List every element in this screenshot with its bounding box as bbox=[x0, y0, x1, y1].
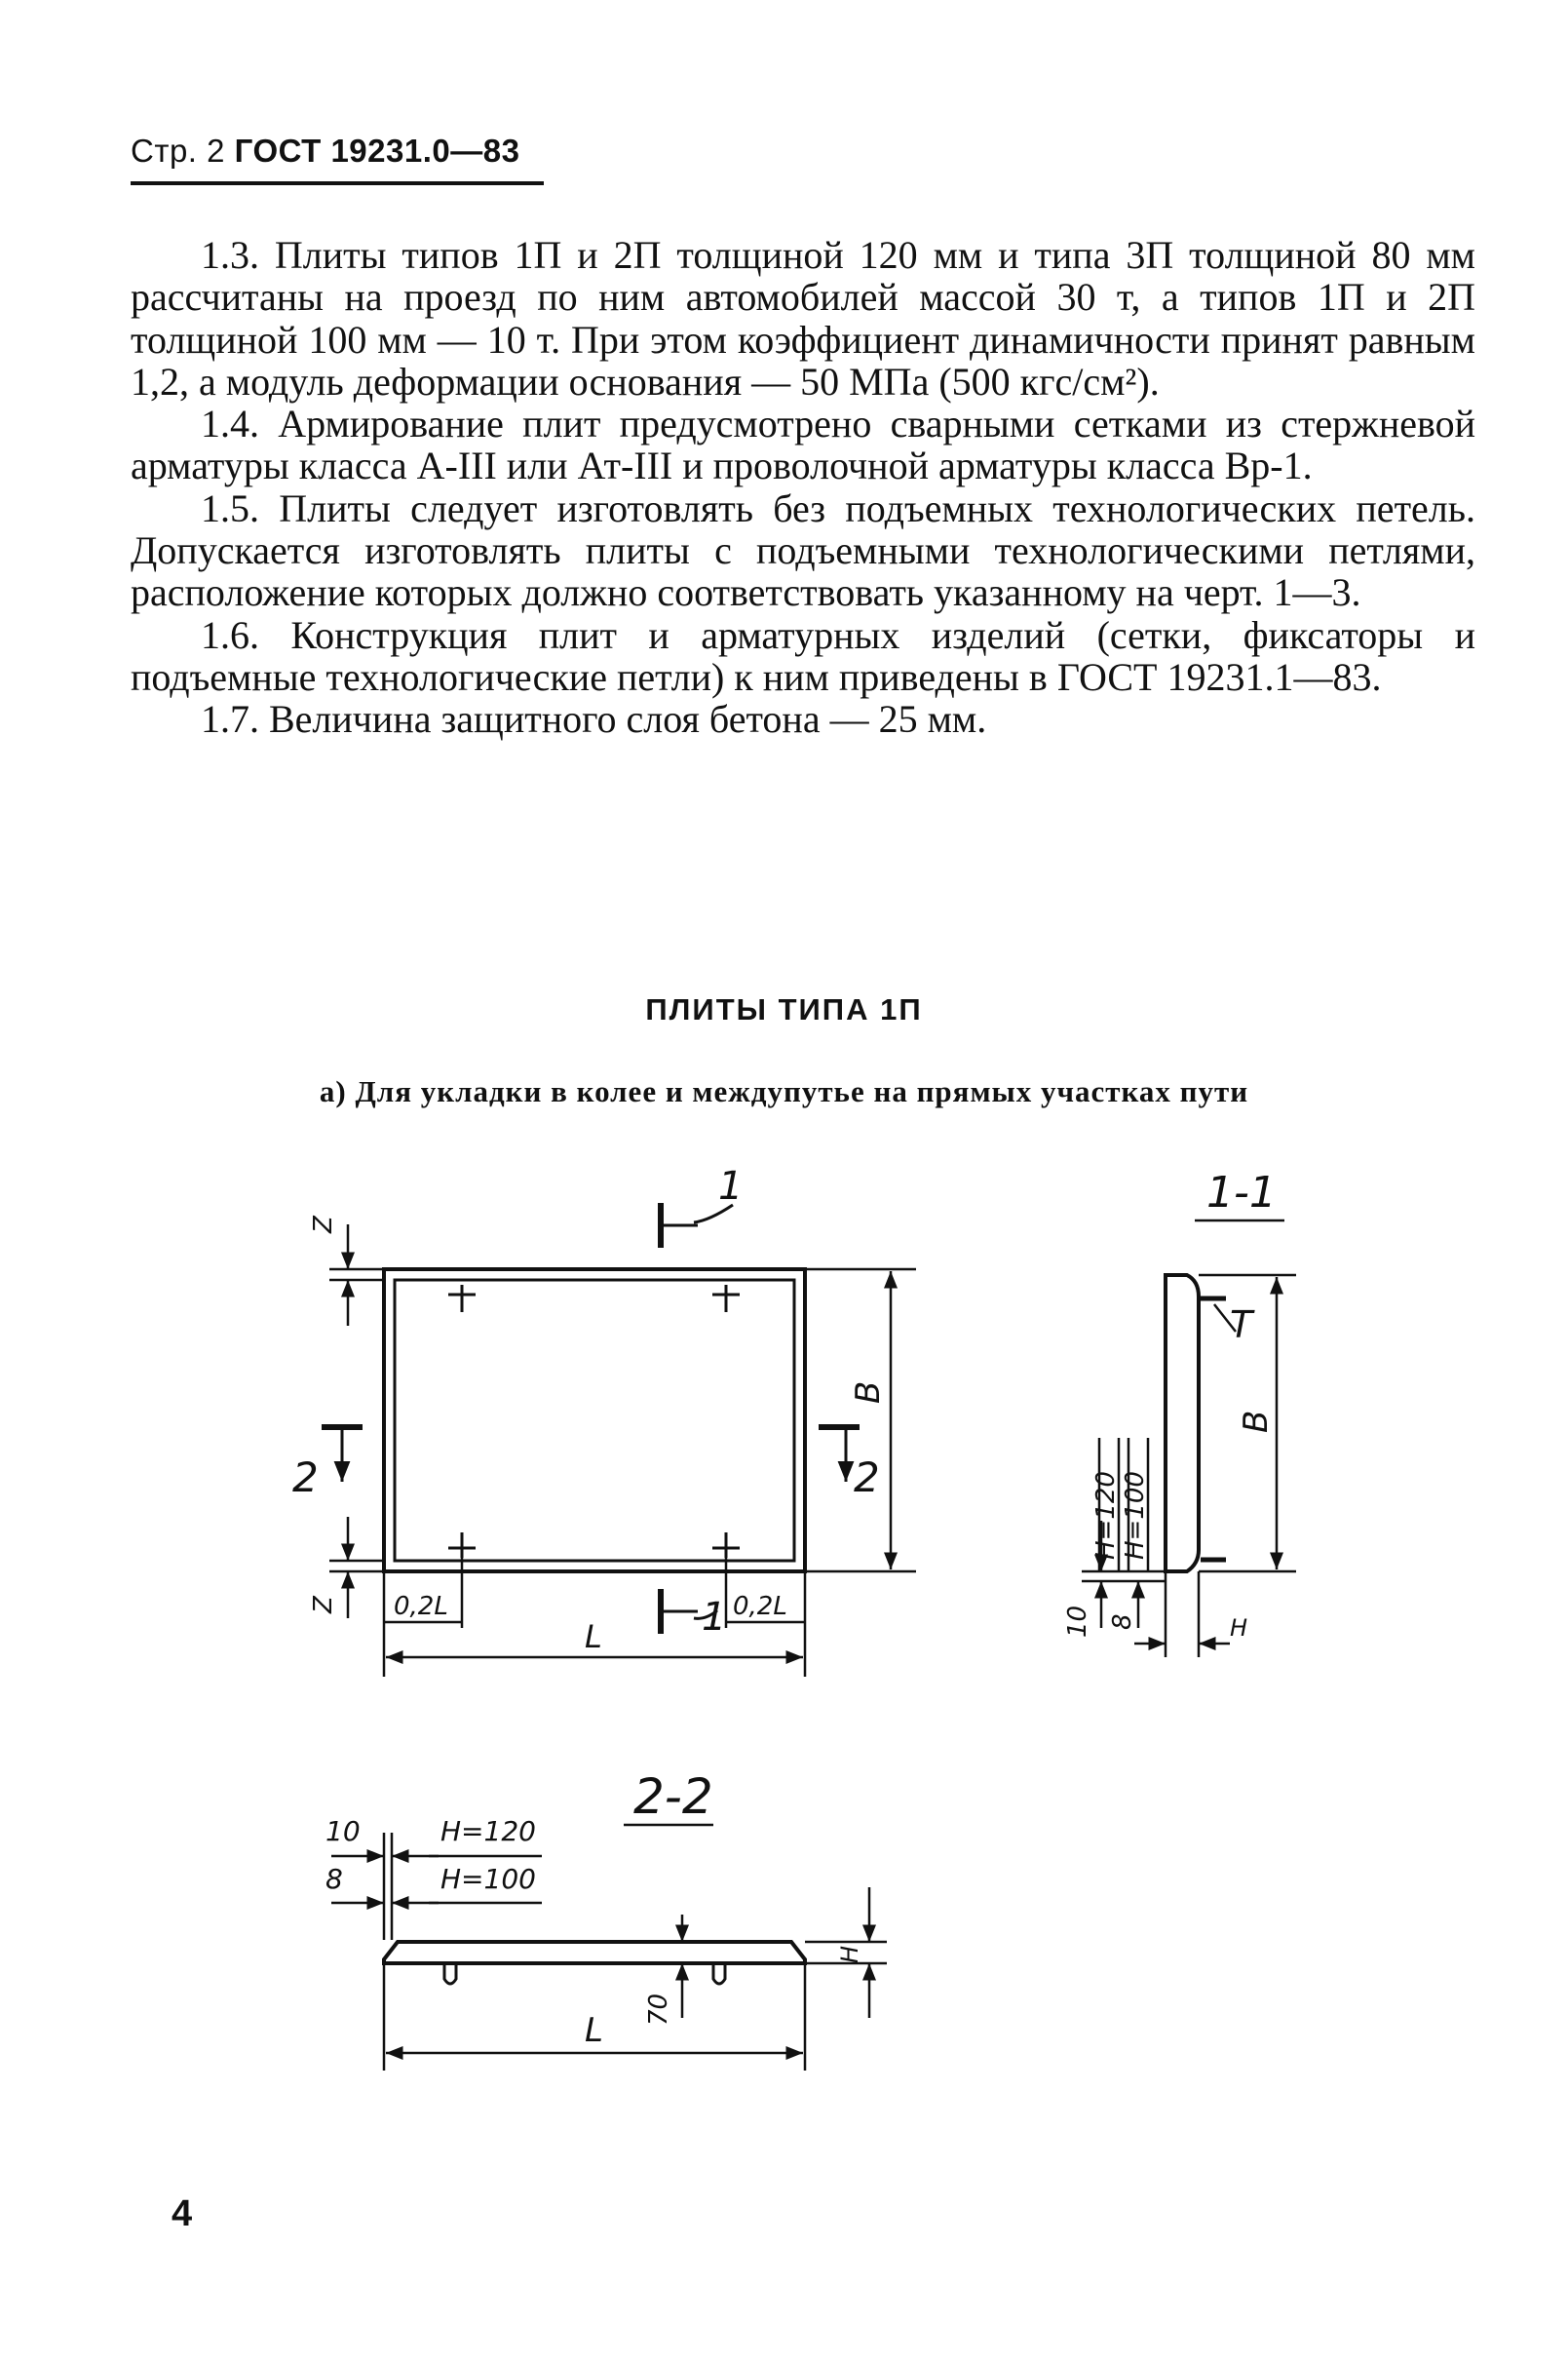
section-heading: ПЛИТЫ ТИПА 1П bbox=[645, 992, 923, 1026]
section-2-2-profile bbox=[384, 1942, 805, 1963]
section-1-1-title: 1-1 bbox=[1206, 1168, 1277, 1218]
dim-t-label: T bbox=[1230, 1303, 1253, 1346]
loop-right bbox=[713, 1963, 725, 1984]
dim-z-bottom-label: Z bbox=[309, 1596, 338, 1613]
standard-number: ГОСТ 19231.0—83 bbox=[234, 133, 520, 169]
paragraph-1-4: 1.4. Армирование плит предусмотрено сварными сетками из стержневой арматуры класса А-III или Ат-III и проволочной арматуры класса Вр-1. bbox=[131, 402, 1475, 488]
cut-2-label-left: 2 bbox=[292, 1453, 319, 1501]
dim-l-label: L bbox=[585, 1618, 602, 1655]
dim-10-label: 10 bbox=[1063, 1605, 1092, 1638]
dim-h-horizontal bbox=[1134, 1571, 1230, 1657]
dim-h120-2-label: H=120 bbox=[440, 1815, 536, 1847]
figure-subheading: а) Для укладки в колее и междупутье на прямых участках пути bbox=[319, 1074, 1249, 1108]
dim-h-2-2-label: H bbox=[836, 1945, 863, 1963]
cut-1-label-bottom: 1 bbox=[702, 1595, 727, 1640]
dim-z-left bbox=[329, 1224, 384, 1618]
dim-10-2-label: 10 bbox=[325, 1815, 361, 1847]
dim-b-plan bbox=[805, 1269, 916, 1571]
page-reference: Стр. 2 bbox=[131, 133, 225, 169]
dim-l-2-2-label: L bbox=[585, 2011, 603, 2050]
section-2-2 bbox=[325, 1768, 887, 2071]
page-number: 4 bbox=[172, 2193, 193, 2234]
plan-view bbox=[292, 1164, 916, 1677]
paragraph-1-7: 1.7. Величина защитного слоя бетона — 25 мм. bbox=[201, 697, 987, 742]
dim-02l-left-label: 0,2L bbox=[394, 1592, 448, 1621]
paragraph-1-3: 1.3. Плиты типов 1П и 2П толщиной 120 мм и типа 3П толщиной 80 мм рассчитаны на проезд по ним автомобилей массой 30 т, а типов 1П и 2П толщиной 100 мм — 10 т. При этом коэффициент динамичности принят равным 1,2, а модуль деформации основания — 50 МПа (500 кгс/см²). bbox=[131, 233, 1475, 404]
dim-b-plan-label: B bbox=[849, 1380, 888, 1404]
cut-2-marks bbox=[322, 1427, 860, 1482]
dim-70-label: 70 bbox=[644, 1993, 673, 2026]
paragraph-1-6: 1.6. Конструкция плит и арматурных изделий (сетки, фиксаторы и подъемные технологические петли) к ним приведены в ГОСТ 19231.1—83. bbox=[131, 612, 1475, 699]
loop-marks bbox=[448, 1285, 740, 1558]
slab-outline bbox=[384, 1269, 805, 1571]
section-1-1-profile bbox=[1166, 1275, 1199, 1571]
paragraph-1-5: 1.5. Плиты следует изготовлять без подъемных технологических петель. Допускается изготовлять плиты с подъемными технологическими петлями, расположение которых должно соответствовать указанному на черт. 1—3. bbox=[131, 485, 1475, 615]
dim-h100-2-label: H=100 bbox=[440, 1863, 536, 1895]
dim-h120-label: H=120 bbox=[1091, 1471, 1121, 1560]
loop-left bbox=[444, 1963, 456, 1984]
section-1-1 bbox=[1063, 1168, 1296, 1657]
dim-02l-right-label: 0,2L bbox=[733, 1592, 787, 1621]
dim-z-top-label: Z bbox=[309, 1216, 338, 1233]
dim-8-2-label: 8 bbox=[325, 1863, 343, 1895]
dim-b-section-label: B bbox=[1237, 1410, 1276, 1433]
slab-inner-line bbox=[395, 1280, 794, 1561]
cut-1-label-top: 1 bbox=[718, 1164, 744, 1209]
cut-2-label-right: 2 bbox=[854, 1453, 880, 1501]
section-2-2-title: 2-2 bbox=[633, 1768, 713, 1825]
dim-8-label: 8 bbox=[1108, 1613, 1137, 1630]
dim-h-label: H bbox=[1230, 1614, 1248, 1642]
dim-h100-label: H=100 bbox=[1121, 1471, 1150, 1560]
